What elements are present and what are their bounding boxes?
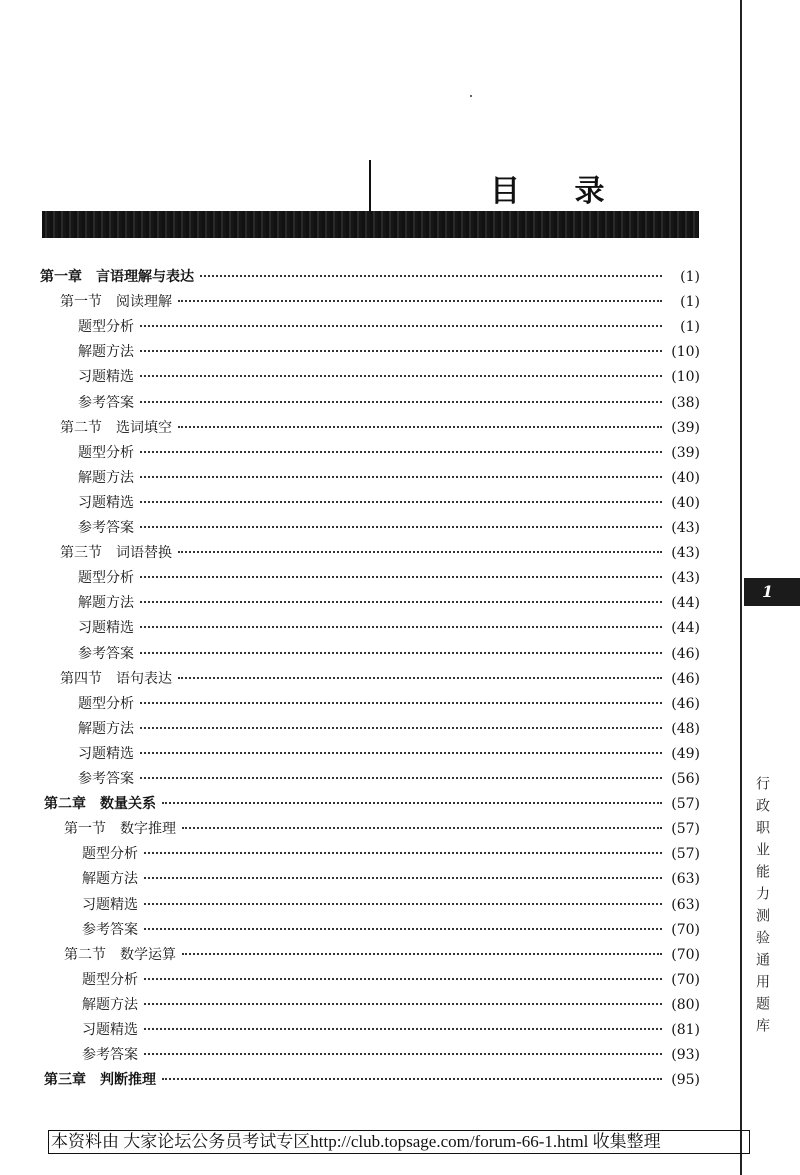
toc-item xyxy=(78,341,700,363)
toc-page-number: (70) xyxy=(671,921,700,938)
toc-item xyxy=(78,467,700,489)
toc-page-number: (63) xyxy=(671,871,700,888)
toc-label-subtitle: 言语理解与表达 xyxy=(96,269,194,285)
toc-label-text: 解题方法 xyxy=(78,469,134,486)
toc-item xyxy=(82,1019,700,1041)
toc-leader-dots xyxy=(140,476,662,478)
toc-label xyxy=(60,542,174,562)
toc-page-number: (80) xyxy=(671,996,700,1013)
toc-label-text: 参考答案 xyxy=(82,921,138,938)
toc-item xyxy=(78,693,700,715)
toc-label-text: 题型分析 xyxy=(78,444,134,461)
toc-label-text: 第一章 xyxy=(40,269,82,285)
toc-label-subtitle: 数学运算 xyxy=(120,946,176,963)
toc-section xyxy=(60,668,700,690)
toc-label xyxy=(60,417,174,437)
toc-label-text: 题型分析 xyxy=(82,971,138,988)
toc-page-number: (44) xyxy=(671,620,700,637)
toc-leader-dots xyxy=(200,275,662,277)
toc-label-text: 第四节 xyxy=(60,670,102,687)
toc-label xyxy=(82,994,140,1014)
toc-page-number: (1) xyxy=(680,269,700,285)
toc-leader-dots xyxy=(140,652,662,654)
toc-page-number: (40) xyxy=(671,494,700,511)
toc-label xyxy=(78,442,136,462)
toc-leader-dots xyxy=(182,953,662,955)
toc-page-number: (57) xyxy=(671,821,700,838)
toc-page-number: (81) xyxy=(671,1022,700,1038)
toc-label xyxy=(82,1044,140,1064)
toc-label-text: 参考答案 xyxy=(78,520,134,536)
toc-label-text: 习题精选 xyxy=(78,620,134,637)
toc-item xyxy=(82,969,700,991)
toc-leader-dots xyxy=(140,451,662,453)
toc-page-number: (10) xyxy=(671,369,700,386)
toc-item xyxy=(78,617,700,639)
toc-leader-dots xyxy=(144,852,662,854)
toc-chapter xyxy=(44,793,700,815)
toc-item xyxy=(78,392,700,414)
toc-label xyxy=(78,341,136,361)
toc-label xyxy=(82,843,140,863)
toc-label xyxy=(78,743,136,763)
toc-label-subtitle: 判断推理 xyxy=(100,1072,156,1089)
toc-page-number: (43) xyxy=(671,520,700,536)
toc-leader-dots xyxy=(140,777,662,779)
page-number-tab: 1 xyxy=(744,578,800,606)
toc-label xyxy=(60,668,174,688)
toc-label xyxy=(78,467,136,487)
toc-label-text: 解题方法 xyxy=(82,871,138,888)
toc-label xyxy=(78,316,136,336)
toc-label xyxy=(40,266,196,286)
toc-page-number: (95) xyxy=(671,1072,700,1089)
toc-label xyxy=(78,718,136,738)
toc-item xyxy=(78,442,700,464)
toc-label-text: 解题方法 xyxy=(78,720,134,737)
toc-label-text: 题型分析 xyxy=(78,570,134,587)
toc-leader-dots xyxy=(144,928,662,930)
toc-leader-dots xyxy=(140,576,662,578)
toc-label xyxy=(78,366,136,386)
toc-page-number: (44) xyxy=(671,595,700,612)
page-title: 目 录 xyxy=(490,174,627,209)
toc-label-text: 题型分析 xyxy=(78,319,134,336)
toc-page-number: (43) xyxy=(671,570,700,587)
toc-label xyxy=(78,392,136,412)
toc-label xyxy=(78,567,136,587)
scan-speck xyxy=(470,95,472,97)
toc-chapter xyxy=(40,266,700,288)
toc-label xyxy=(82,1019,140,1039)
toc-leader-dots xyxy=(144,1003,662,1005)
toc-label-text: 解题方法 xyxy=(78,344,134,361)
toc-label-subtitle: 数量关系 xyxy=(100,796,156,813)
toc-leader-dots xyxy=(140,727,662,729)
toc-leader-dots xyxy=(144,877,662,879)
side-book-title: 行政职业能力测验通用题库 xyxy=(754,776,770,1040)
toc-page-number: (38) xyxy=(671,394,700,411)
toc-label xyxy=(78,517,136,537)
toc-item xyxy=(78,643,700,665)
toc-leader-dots xyxy=(140,702,662,704)
binding-rule xyxy=(740,0,742,1175)
toc-leader-dots xyxy=(144,1028,662,1030)
toc-leader-dots xyxy=(178,300,662,302)
toc-page-number: (57) xyxy=(671,796,700,813)
toc-page-number: (46) xyxy=(671,695,700,712)
toc-page-number: (10) xyxy=(671,344,700,361)
toc-label-text: 习题精选 xyxy=(82,1022,138,1038)
toc-label-text: 参考答案 xyxy=(78,394,134,411)
toc-item xyxy=(82,868,700,890)
toc-label xyxy=(78,617,136,637)
toc-label xyxy=(64,944,178,964)
toc-label xyxy=(82,919,140,939)
toc-chapter xyxy=(44,1069,700,1091)
toc-label-text: 题型分析 xyxy=(82,846,138,863)
title-bar xyxy=(42,211,699,238)
toc-label xyxy=(60,291,174,311)
toc-page-number: (40) xyxy=(671,469,700,486)
toc-page-number: (46) xyxy=(671,670,700,687)
toc-leader-dots xyxy=(162,1078,662,1080)
toc-leader-dots xyxy=(140,752,662,754)
toc-label-text: 习题精选 xyxy=(82,896,138,913)
toc-page-number: (48) xyxy=(671,720,700,737)
toc-leader-dots xyxy=(162,802,662,804)
toc-leader-dots xyxy=(140,350,662,352)
toc-label-subtitle: 数字推理 xyxy=(120,821,176,838)
toc-item xyxy=(78,768,700,790)
toc-label xyxy=(64,818,178,838)
toc-leader-dots xyxy=(178,426,662,428)
toc-page-number: (70) xyxy=(671,971,700,988)
toc-label-text: 参考答案 xyxy=(78,771,134,787)
toc-item xyxy=(78,718,700,740)
toc-leader-dots xyxy=(144,903,662,905)
toc-label-text: 习题精选 xyxy=(78,369,134,386)
toc-page-number: (49) xyxy=(671,745,700,762)
toc-label xyxy=(82,868,140,888)
toc-page-number: (56) xyxy=(671,771,700,787)
toc-label xyxy=(44,793,158,813)
toc-page-number: (63) xyxy=(671,896,700,913)
toc-leader-dots xyxy=(178,551,662,553)
toc-label xyxy=(78,492,136,512)
toc-label-text: 第一节 xyxy=(60,294,102,311)
toc-leader-dots xyxy=(182,827,662,829)
toc-label-text: 参考答案 xyxy=(82,1047,138,1064)
toc-item xyxy=(78,316,700,338)
toc-label-text: 第二章 xyxy=(44,796,86,813)
toc-page-number: (1) xyxy=(680,294,700,311)
toc-label xyxy=(78,592,136,612)
toc-item xyxy=(82,843,700,865)
toc-item xyxy=(82,994,700,1016)
toc-section xyxy=(64,944,700,966)
toc-label-text: 第三节 xyxy=(60,545,102,562)
toc-leader-dots xyxy=(178,677,662,679)
toc-item xyxy=(78,567,700,589)
toc-label-text: 习题精选 xyxy=(78,745,134,762)
toc-page-number: (39) xyxy=(671,419,700,436)
toc-label-text: 第三章 xyxy=(44,1072,86,1089)
toc-section xyxy=(60,417,700,439)
toc-item xyxy=(82,919,700,941)
toc-section xyxy=(60,542,700,564)
toc-label xyxy=(44,1069,158,1089)
toc-item xyxy=(78,592,700,614)
toc-page-number: (43) xyxy=(671,545,700,562)
toc-item xyxy=(82,894,700,916)
toc-page-number: (39) xyxy=(671,444,700,461)
toc-leader-dots xyxy=(144,1053,662,1055)
toc-leader-dots xyxy=(140,325,662,327)
toc-label-text: 第一节 xyxy=(64,821,106,838)
toc-item xyxy=(78,366,700,388)
toc-label-text: 第二节 xyxy=(64,946,106,963)
toc-leader-dots xyxy=(140,526,662,528)
toc-label xyxy=(82,969,140,989)
toc-label xyxy=(82,894,140,914)
toc-leader-dots xyxy=(140,501,662,503)
toc-item xyxy=(78,743,700,765)
toc-leader-dots xyxy=(140,626,662,628)
toc-leader-dots xyxy=(140,375,662,377)
toc-label-text: 解题方法 xyxy=(82,996,138,1013)
title-divider xyxy=(369,160,371,212)
toc-leader-dots xyxy=(144,978,662,980)
toc-page-number: (93) xyxy=(671,1047,700,1064)
footer-credit: 本资料由 大家论坛公务员考试专区http://club.topsage.com/forum-66-1.html 收集整理 xyxy=(48,1130,750,1154)
toc-label xyxy=(78,693,136,713)
toc-label-text: 题型分析 xyxy=(78,695,134,712)
toc-section xyxy=(64,818,700,840)
toc-leader-dots xyxy=(140,401,662,403)
toc-label-text: 第二节 xyxy=(60,419,102,436)
toc-section xyxy=(60,291,700,313)
toc-item xyxy=(78,492,700,514)
toc-page-number: (57) xyxy=(671,846,700,863)
toc-item xyxy=(82,1044,700,1066)
toc-label-text: 习题精选 xyxy=(78,494,134,511)
toc-leader-dots xyxy=(140,601,662,603)
toc-label-text: 参考答案 xyxy=(78,645,134,662)
toc-label-subtitle: 词语替换 xyxy=(116,545,172,562)
toc-label-subtitle: 阅读理解 xyxy=(116,294,172,311)
toc-label xyxy=(78,768,136,788)
toc-label-text: 解题方法 xyxy=(78,595,134,612)
toc-page-number: (46) xyxy=(671,645,700,662)
toc-label-subtitle: 语句表达 xyxy=(116,670,172,687)
toc-page-number: (1) xyxy=(680,319,700,336)
toc-label xyxy=(78,643,136,663)
toc-item xyxy=(78,517,700,539)
toc-page-number: (70) xyxy=(671,946,700,963)
toc-label-subtitle: 选词填空 xyxy=(116,419,172,436)
